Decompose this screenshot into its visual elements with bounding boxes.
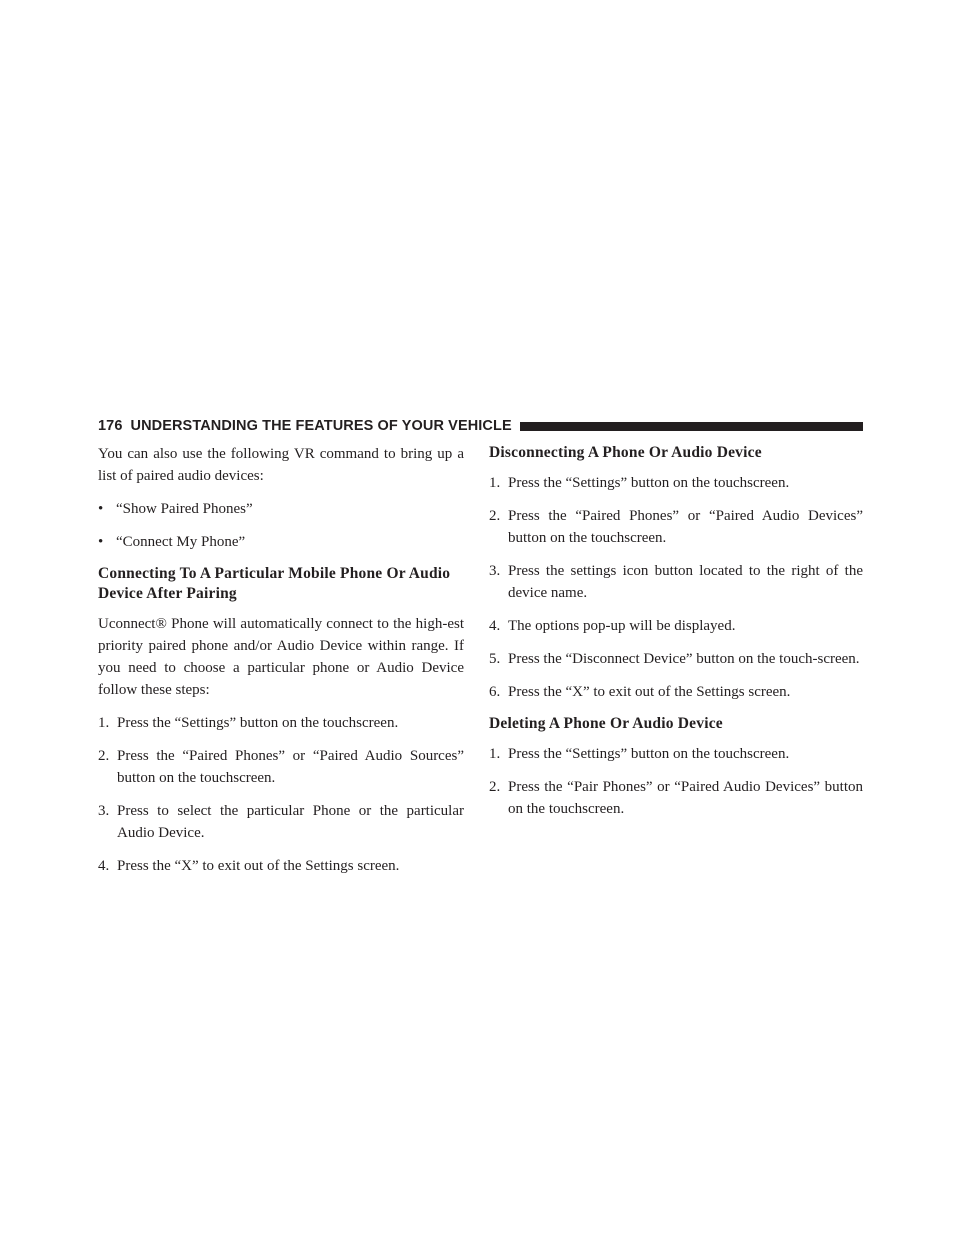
bullet-icon: • [98, 534, 104, 550]
step-text: Press the “Pair Phones” or “Paired Audio Devices” button on the touchscreen. [508, 779, 863, 817]
delete-steps [489, 743, 863, 820]
step-number: 1. [489, 475, 501, 491]
step-item [98, 855, 464, 877]
body-paragraph: Uconnect® Phone will automatically connect to the high-est priority paired phone and/or Audio Device within range. If you need to choose a particular phone or Audio Device follow these steps: [98, 616, 464, 698]
step-text: Press the “X” to exit out of the Settings screen. [117, 858, 400, 874]
connect-steps [98, 712, 464, 877]
step-text: Press to select the particular Phone or the particular Audio Device. [117, 803, 464, 841]
step-item [489, 681, 863, 703]
right-column [489, 443, 863, 831]
step-item [98, 745, 464, 789]
step-number: 1. [489, 746, 501, 762]
step-text: Press the “Settings” button on the touchscreen. [508, 475, 790, 491]
step-number: 3. [98, 803, 110, 819]
step-number: 3. [489, 563, 501, 579]
disconnect-steps [489, 472, 863, 703]
step-number: 4. [489, 618, 501, 634]
left-column [98, 443, 464, 888]
vr-command-text: “Connect My Phone” [116, 534, 246, 550]
vr-command-list [98, 498, 464, 553]
step-number: 6. [489, 684, 501, 700]
step-item [489, 615, 863, 637]
step-item [489, 776, 863, 820]
bullet-icon: • [98, 501, 104, 517]
step-text: Press the “Settings” button on the touchscreen. [508, 746, 790, 762]
step-number: 2. [489, 779, 501, 795]
step-text: The options pop-up will be displayed. [508, 618, 736, 634]
step-number: 1. [98, 715, 110, 731]
step-number: 4. [98, 858, 110, 874]
intro-paragraph: You can also use the following VR command to bring up a list of paired audio devices: [98, 446, 464, 484]
step-number: 2. [489, 508, 501, 524]
step-text: Press the “Disconnect Device” button on the touch-screen. [508, 651, 860, 667]
heading-connecting: Connecting To A Particular Mobile Phone Or Audio Device After Pairing [98, 565, 451, 602]
step-item [489, 472, 863, 494]
heading-disconnecting: Disconnecting A Phone Or Audio Device [489, 444, 762, 461]
step-text: Press the “Paired Phones” or “Paired Audio Sources” button on the touchscreen. [117, 748, 464, 786]
step-text: Press the “Settings” button on the touchscreen. [117, 715, 399, 731]
section-title: UNDERSTANDING THE FEATURES OF YOUR VEHICLE [130, 418, 512, 434]
step-item [98, 800, 464, 844]
step-number: 2. [98, 748, 110, 764]
step-item [489, 648, 863, 670]
vr-command-item [98, 498, 464, 520]
page-header [98, 415, 863, 437]
step-item [489, 743, 863, 765]
step-item [489, 505, 863, 549]
step-item [98, 712, 464, 734]
step-item [489, 560, 863, 604]
header-rule [520, 422, 863, 431]
vr-command-item [98, 531, 464, 553]
step-text: Press the settings icon button located to the right of the device name. [508, 563, 863, 601]
step-text: Press the “X” to exit out of the Settings screen. [508, 684, 791, 700]
step-text: Press the “Paired Phones” or “Paired Audio Devices” button on the touchscreen. [508, 508, 863, 546]
heading-deleting: Deleting A Phone Or Audio Device [489, 715, 723, 732]
page-number: 176 [98, 418, 123, 434]
vr-command-text: “Show Paired Phones” [116, 501, 253, 517]
step-number: 5. [489, 651, 501, 667]
